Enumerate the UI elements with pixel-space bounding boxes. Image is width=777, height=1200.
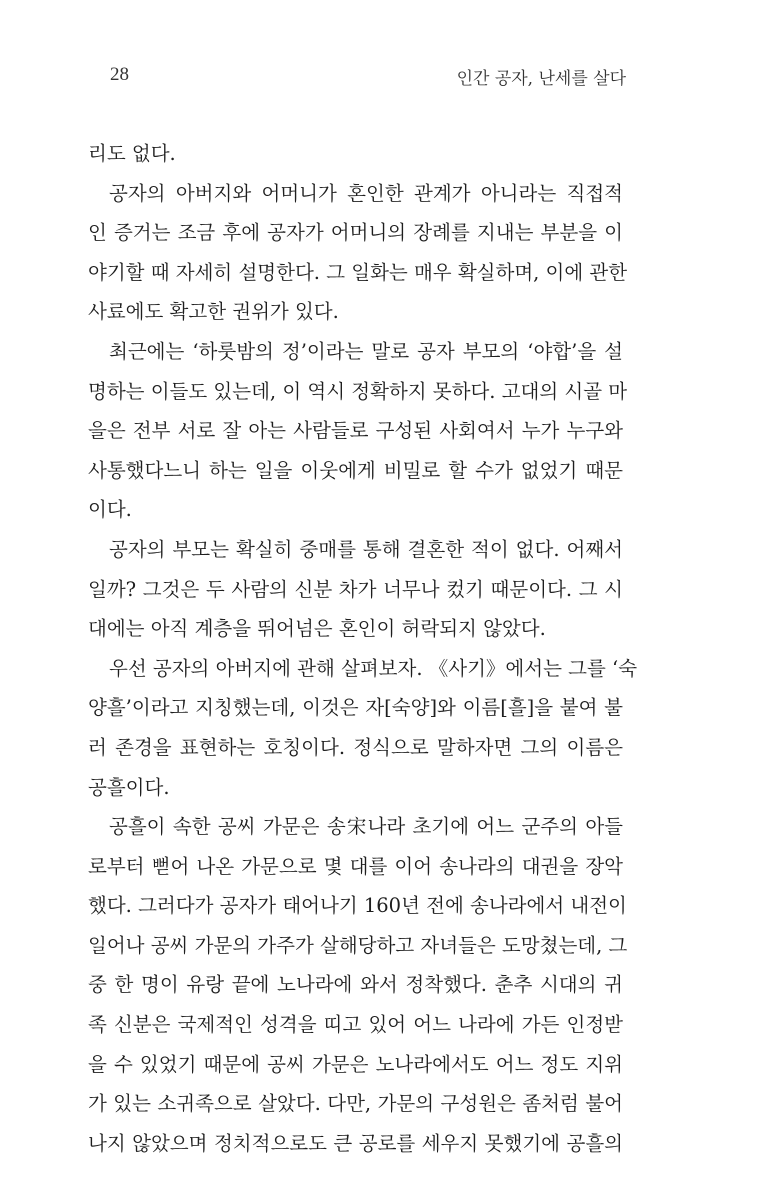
text-line: 이다. [88,498,132,522]
text-line: 공흘이다. [88,775,170,799]
text-line: 사료에도 확고한 권위가 있다. [88,300,339,324]
text-line: 공흘이 속한 공씨 가문은 송宋나라 초기에 어느 군주의 아들 [109,815,623,839]
text-line: 중 한 명이 유랑 끝에 노나라에 와서 정착했다. 춘추 시대의 귀 [88,973,623,997]
text-line: 사통했다느니 하는 일을 이웃에게 비밀로 할 수가 없었기 때문 [88,458,623,482]
text-line: 우선 공자의 아버지에 관해 살펴보자. 《사기》에서는 그를 ‘숙 [109,656,638,680]
text-line: 로부터 뻗어 나온 가문으로 몇 대를 이어 송나라의 대권을 장악 [88,854,623,878]
page-header [110,64,626,94]
text-line: 대에는 아직 계층을 뛰어넘은 혼인이 허락되지 않았다. [88,617,546,641]
text-line: 명하는 이들도 있는데, 이 역시 정확하지 못하다. 고대의 시골 마 [88,379,628,403]
text-line: 족 신분은 국제적인 성격을 띠고 있어 어느 나라에 가든 인정받 [88,1013,623,1037]
text-line: 인 증거는 조금 후에 공자가 어머니의 장례를 지내는 부분을 이 [88,221,623,245]
text-line: 공자의 아버지와 어머니가 혼인한 관계가 아니라는 직접적 [109,181,623,205]
page-number: 28 [110,64,129,85]
text-line: 을 수 있었기 때문에 공씨 가문은 노나라에서도 어느 정도 지위 [88,1052,623,1076]
running-title: 인간 공자, 난세를 살다 [456,69,626,89]
text-line: 일어나 공씨 가문의 가주가 살해당하고 자녀들은 도망쳤는데, 그 [88,933,628,957]
text-line: 리도 없다. [88,142,176,165]
text-line: 가 있는 소귀족으로 살았다. 다만, 가문의 구성원은 좀처럼 불어 [88,1092,623,1116]
text-line: 일까? 그것은 두 사람의 신분 차가 너무나 컸기 때문이다. 그 시 [88,577,623,601]
text-line: 을은 전부 서로 잘 아는 사람들로 구성된 사회여서 누가 누구와 [88,419,623,443]
text-line: 나지 않았으며 정치적으로도 큰 공로를 세우지 못했기에 공흘의 [88,1131,623,1155]
text-line: 러 존경을 표현하는 호칭이다. 정식으로 말하자면 그의 이름은 [88,735,623,759]
text-line: 야기할 때 자세히 설명한다. 그 일화는 매우 확실하며, 이에 관한 [88,260,628,284]
text-line: 했다. 그러다가 공자가 태어나기 160년 전에 송나라에서 내전이 [88,894,627,918]
body-text [88,134,638,1163]
text-line: 공자의 부모는 확실히 중매를 통해 결혼한 적이 없다. 어째서 [109,537,623,561]
text-line: 양흘’이라고 지칭했는데, 이것은 자[숙양]와 이름[흘]을 붙여 불 [88,696,623,720]
text-line: 최근에는 ‘하룻밤의 정’이라는 말로 공자 부모의 ‘야합’을 설 [109,339,623,363]
